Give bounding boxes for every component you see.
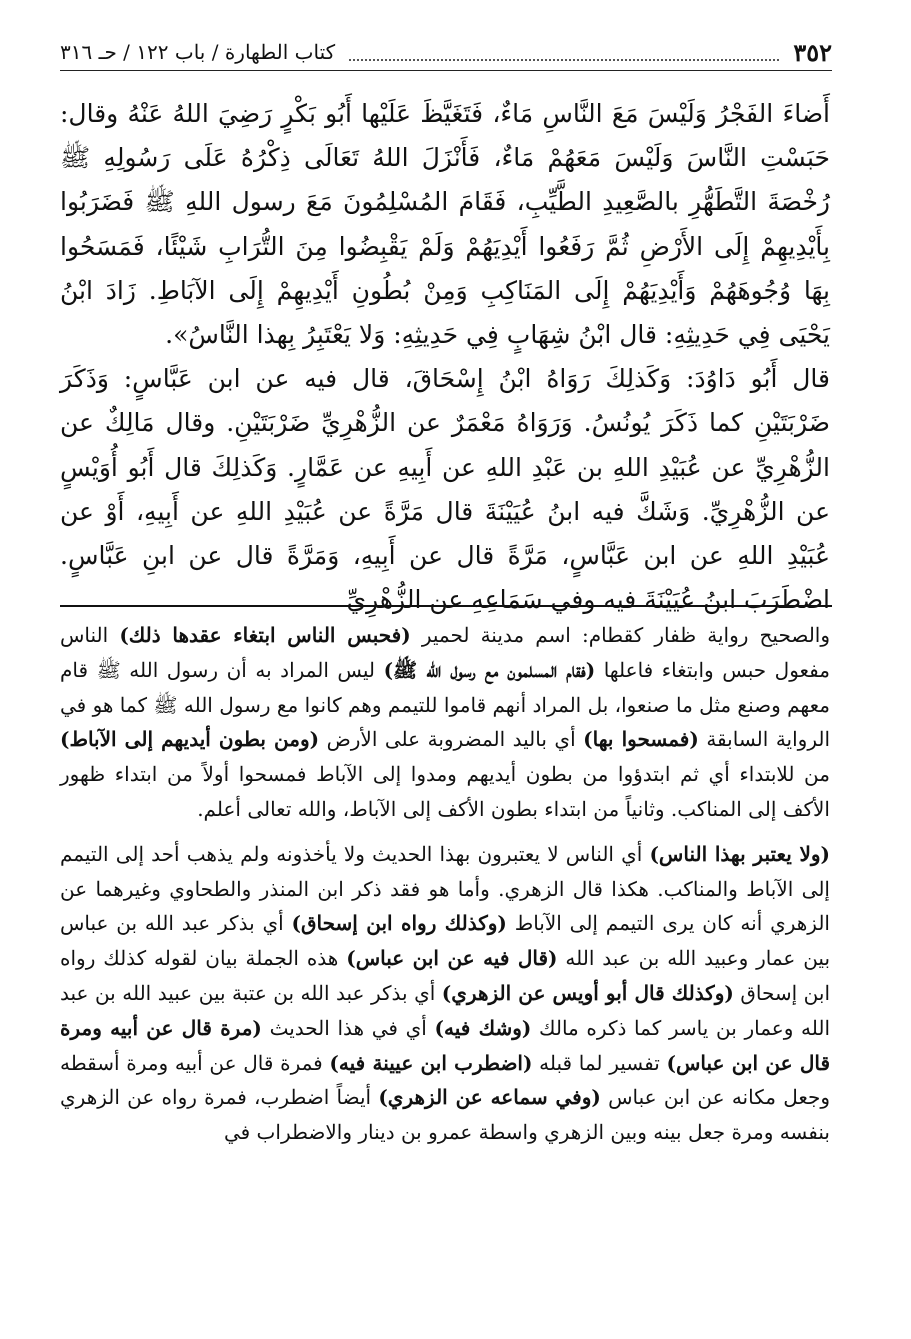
commentary-text: الناس مفعول حبس وابتغاء فاعلها xyxy=(60,623,831,682)
quoted-phrase: (ولا يعتبر بهذا الناس) xyxy=(649,841,831,866)
commentary-text: تفسير لما قبله xyxy=(539,1050,660,1075)
quoted-phrase: (وكذلك رواه ابن إسحاق) xyxy=(291,911,507,936)
commentary-text: من للابتداء أي ثم ابتدؤوا من بطون أيديهم ومدوا إلى الآباط فمسحوا أولاً من ابتداء ظهور الأكف إلى المناكب. وثانياً من ابتداء بطون الأكف إلى الآباط، والله تعالى أعلم. xyxy=(60,762,830,821)
commentary-text: أي بذكر عبد الله بن عتبة بين عبيد الله بن عبد الله وعمار بن ياسر كما ذكره مالك xyxy=(60,980,831,1040)
commentary-text: أي بذكر عبد الله بن عباس بين عمار وعبيد الله بن عبد الله xyxy=(60,911,831,971)
quoted-phrase: (وكذلك قال أبو أويس عن الزهري) xyxy=(441,980,734,1005)
commentary-text: أي باليد المضروبة على الأرض xyxy=(326,727,576,752)
quoted-phrase: (فقام المسلمون مع رسول الله ﷺ) xyxy=(383,657,596,682)
quoted-phrase: (مرة قال عن أبيه ومرة قال عن ابن عباس) xyxy=(60,1015,831,1075)
commentary-text: ليس المراد به أن رسول الله ﷺ قام معهم وصنع مثل ما صنعوا، بل المراد أنهم قاموا للتيمم وهم كانوا مع رسول الله ﷺ كما هو في الرواية السابقة xyxy=(59,657,831,752)
quoted-phrase: (اضطرب ابن عيينة فيه) xyxy=(329,1050,533,1075)
page-header xyxy=(60,34,832,71)
commentary-text: والصحيح رواية ظفار كقطام: اسم مدينة لحمير xyxy=(421,623,831,647)
commentary-paragraph xyxy=(60,837,830,1150)
page-number: ٣٥٢ xyxy=(793,37,832,67)
quoted-phrase: (قال فيه عن ابن عباس) xyxy=(346,946,558,971)
leader-dots xyxy=(349,47,779,61)
footnote-divider xyxy=(60,605,832,607)
quoted-phrase: (فمسحوا بها) xyxy=(583,727,699,752)
quoted-phrase: (ومن بطون أيديهم إلى الآباط) xyxy=(60,727,320,752)
abu-dawud-note: قال أَبُو دَاوُدَ: وَكَذلِكَ رَوَاهُ ابْنُ إِسْحَاقَ، قال فيه عن ابن عَبَّاسٍ: وَذَكَرَ ضَرْبَتَيْنِ كما ذَكَرَ يُونُسُ. وَرَوَاهُ مَعْمَرٌ عن الزُّهْرِيِّ ضَرْبَتَيْنِ. وقال مَالِكٌ عن الزُّهْرِيِّ عن عُبَيْدِ اللهِ بن عَبْدِ اللهِ عن أَبِيهِ عن عَمَّارٍ. وَكَذلِكَ قال أَبُو أُوَيْسٍ عن الزُّهْرِيِّ. وَشَكَّ فيه ابنُ عُيَيْنَةَ قال مَرَّةً عن عُبَيْدِ اللهِ عن أَبِيهِ، أَوْ عن عُبَيْدِ اللهِ عن ابن عَبَّاسٍ، مَرَّةً قال عن أَبِيهِ، وَمَرَّةً قال عن ابنِ عَبَّاسٍ. اضْطَرَبَ ابنُ عُيَيْنَةَ فيه وفي سَمَاعِهِ عن الزُّهْرِيِّ xyxy=(60,364,830,615)
commentary-text: أي في هذا الحديث xyxy=(269,1015,427,1040)
commentary-text: فمرة قال عن أبيه ومرة أسقطه وجعل مكانه عن ابن عباس xyxy=(60,1050,831,1110)
commentary-text: أيضاً اضطرب، فمرة رواه عن الزهري بنفسه ومرة جعل بينه وبين الزهري واسطة عمرو بن دينار والاضطراب في xyxy=(60,1085,830,1145)
quoted-phrase: (وشك فيه) xyxy=(434,1015,532,1040)
commentary-paragraph xyxy=(60,618,830,827)
commentary-text: هذه الجملة بيان لقوله كذلك رواه ابن إسحاق xyxy=(60,946,831,1005)
running-title: كتاب الطهارة / باب ١٢٢ / حـ ٣١٦ xyxy=(60,40,336,64)
commentary-text: أي الناس لا يعتبرون بهذا الحديث ولا يأخذونه ولم يذهب أحد إلى التيمم إلى الآباط والمناكب. هكذا قال الزهري. وأما هو فقد ذكر ابن المنذر والطحاوي وغيرهما عن الزهري أنه كان يرى التيمم إلى الآباط xyxy=(60,841,830,936)
commentary xyxy=(60,618,830,1150)
hadith-text xyxy=(60,92,830,622)
hadith-paragraph: أَضاءَ الفَجْرُ وَلَيْسَ مَعَ النَّاسِ مَاءٌ، فَتَغَيَّظَ عَلَيْها أَبُو بَكْرٍ رَضِيَ اللهُ عَنْهُ وقال: حَبَسْتِ النَّاسَ وَلَيْسَ مَعَهُمْ مَاءٌ، فَأَنْزَلَ اللهُ تَعَالَى ذِكْرُهُ عَلَى رَسُولِهِ ﷺ رُخْصَةَ التَّطَهُّرِ بالصَّعِيدِ الطَّيِّبِ، فَقَامَ المُسْلِمُونَ مَعَ رسول اللهِ ﷺ فَضَرَبُوا بِأَيْدِيهِمْ إِلَى الأَرْضِ ثُمَّ رَفَعُوا أَيْدِيَهُمْ وَلَمْ يَقْبِضُوا مِنَ التُّرَابِ شَيْئًا، فَمَسَحُوا بِهَا وُجُوهَهُمْ وَأَيْدِيَهُمْ إِلَى المَنَاكِبِ وَمِنْ بُطُونِ أَيْدِيهِمْ إِلَى الآبَاطِ. زَادَ ابْنُ يَحْيَى فِي حَدِيثِهِ: قال ابْنُ شِهَابٍ فِي حَدِيثِهِ: وَلا يَعْتَبِرُ بِهذا النَّاسُ». xyxy=(60,99,830,350)
quoted-phrase: (وفي سماعه عن الزهري) xyxy=(378,1085,601,1110)
quoted-phrase: (فحبس الناس ابتغاء عقدها ذلك) xyxy=(119,623,411,647)
